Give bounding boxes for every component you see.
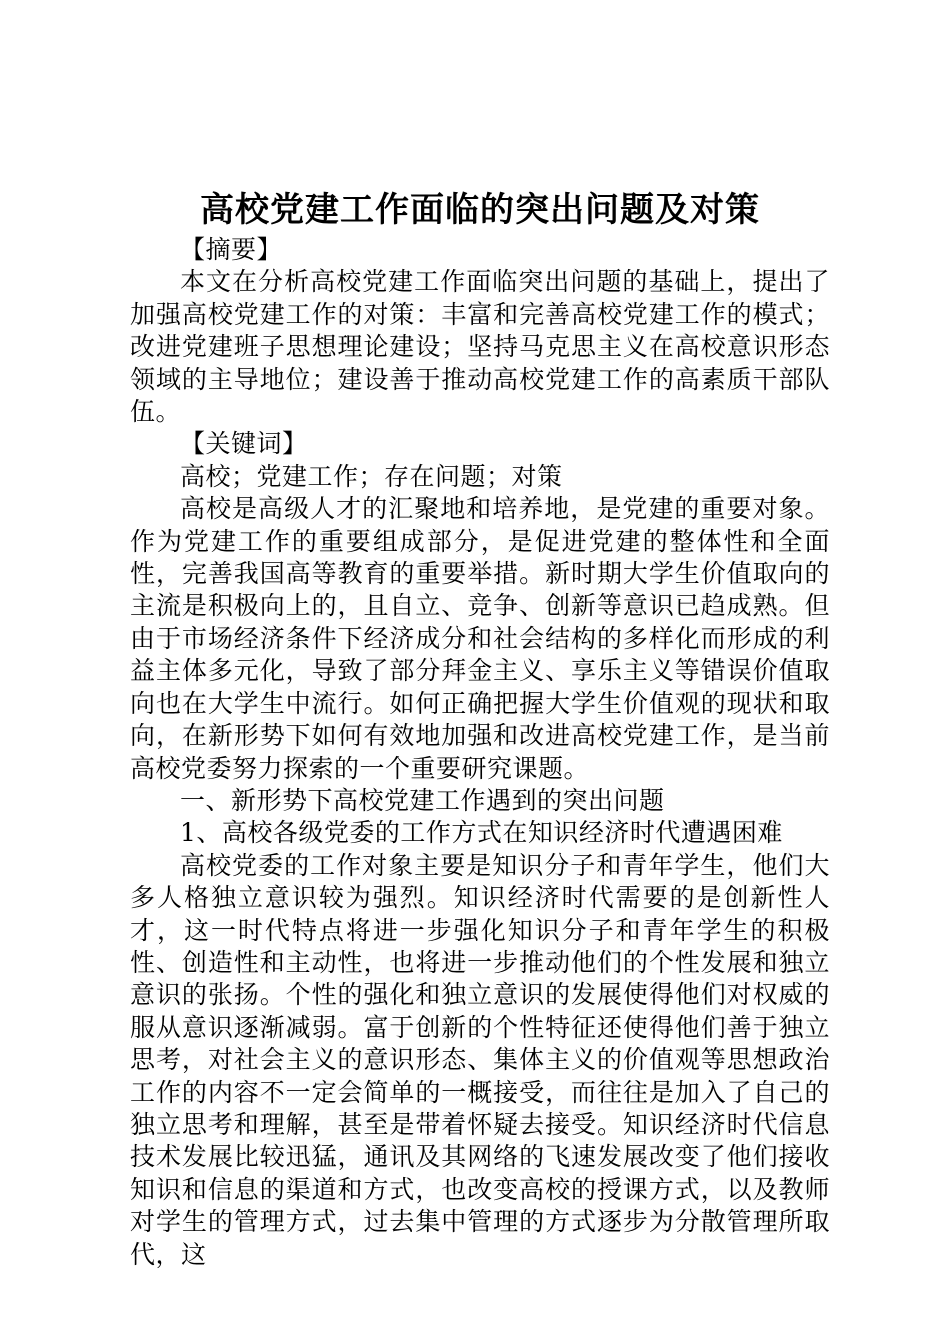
document-page	[130, 188, 830, 1271]
body-paragraph: 高校党委的工作对象主要是知识分子和青年学生，他们大多人格独立意识较为强烈。知识经济时代需要的是创新性人才，这一时代特点将进一步强化知识分子和青年学生的积极性、创造性和主动性，也将进一步推动他们的个性发展和独立意识的张扬。个性的强化和独立意识的发展使得他们对权威的服从意识逐渐减弱。富于创新的个性特征还使得他们善于独立思考，对社会主义的意识形态、集体主义的价值观等思想政治工作的内容不一定会简单的一概接受，而往往是加入了自己的独立思考和理解，甚至是带着怀疑去接受。知识经济时代信息技术发展比较迅猛，通讯及其网络的飞速发展改变了他们接收知识和信息的渠道和方式，也改变高校的授课方式，以及教师对学生的管理方式，过去集中管理的方式逐步为分散管理所取代，这	[130, 850, 830, 1269]
document-title: 高校党建工作面临的突出问题及对策	[200, 190, 760, 230]
abstract-text: 本文在分析高校党建工作面临突出问题的基础上，提出了加强高校党建工作的对策：丰富和完善高校党建工作的模式；改进党建班子思想理论建设；坚持马克思主义在高校意识形态领域的主导地位；建设善于推动高校党建工作的高素质干部队伍。	[130, 267, 830, 427]
abstract-heading: 【摘要】	[180, 235, 283, 264]
intro-paragraph: 高校是高级人才的汇聚地和培养地，是党建的重要对象。作为党建工作的重要组成部分，是促进党建的整体性和全面性，完善我国高等教育的重要举措。新时期大学生价值取向的主流是积极向上的，且自立、竞争、创新等意识已趋成熟。但由于市场经济条件下经济成分和社会结构的多样化而形成的利益主体多元化，导致了部分拜金主义、享乐主义等错误价值取向也在大学生中流行。如何正确把握大学生价值观的现状和取向，在新形势下如何有效地加强和改进高校党建工作，是当前高校党委努力探索的一个重要研究课题。	[130, 494, 830, 783]
keywords-heading: 【关键词】	[180, 429, 308, 459]
section-heading: 一、新形势下高校党建工作遇到的突出问题	[180, 785, 665, 815]
subsection-heading: 1、高校各级党委的工作方式在知识经济时代遭遇困难	[180, 818, 783, 848]
keywords-text: 高校；党建工作；存在问题；对策	[180, 461, 563, 491]
